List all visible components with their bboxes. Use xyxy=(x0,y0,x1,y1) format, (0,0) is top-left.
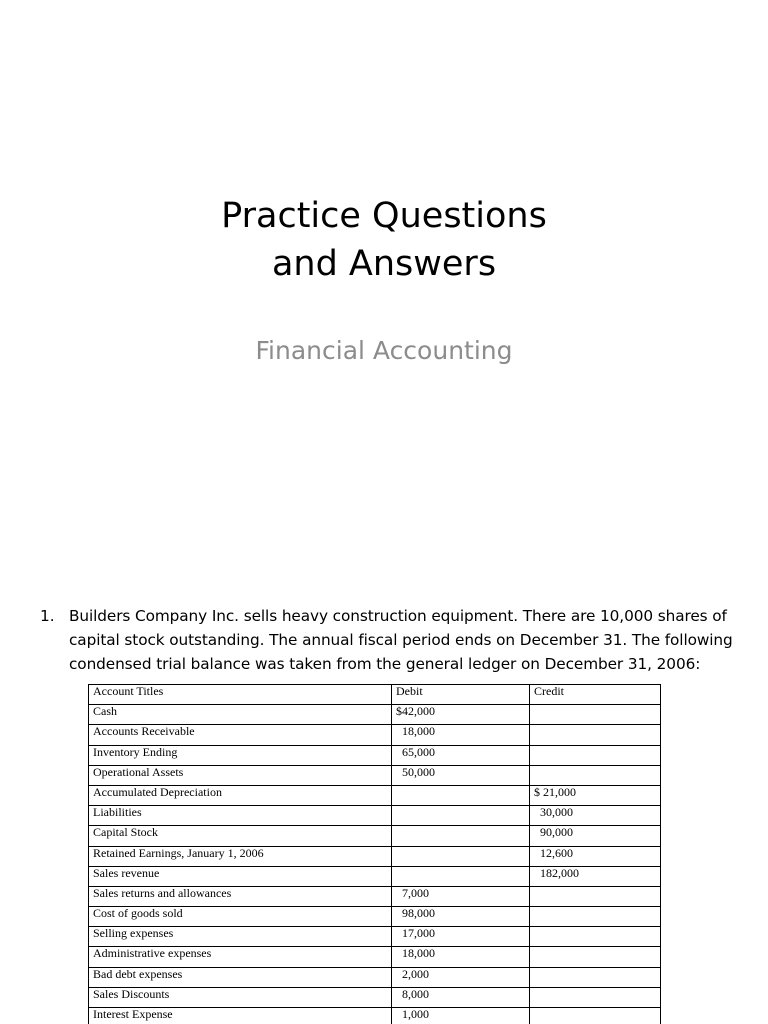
credit-cell xyxy=(530,745,661,765)
account-cell: Selling expenses xyxy=(89,927,392,947)
debit-cell: 65,000 xyxy=(392,745,530,765)
credit-cell xyxy=(530,765,661,785)
slide-title-line-1: Practice Questions xyxy=(221,196,547,236)
table-row xyxy=(89,927,661,947)
table-header-row xyxy=(89,685,661,705)
header-credit: Credit xyxy=(530,685,661,705)
debit-cell: 8,000 xyxy=(392,987,530,1007)
question-1 xyxy=(40,604,756,676)
table-row xyxy=(89,745,661,765)
credit-cell xyxy=(530,947,661,967)
account-cell: Bad debt expenses xyxy=(89,967,392,987)
credit-cell xyxy=(530,705,661,725)
table-row xyxy=(89,785,661,805)
table-row xyxy=(89,725,661,745)
account-cell: Sales revenue xyxy=(89,866,392,886)
debit-cell: 50,000 xyxy=(392,765,530,785)
credit-cell xyxy=(530,725,661,745)
table-row xyxy=(89,826,661,846)
table-row xyxy=(89,765,661,785)
table-row xyxy=(89,987,661,1007)
account-cell: Administrative expenses xyxy=(89,947,392,967)
credit-cell xyxy=(530,967,661,987)
debit-cell: 7,000 xyxy=(392,886,530,906)
table-row xyxy=(89,967,661,987)
account-cell: Retained Earnings, January 1, 2006 xyxy=(89,846,392,866)
debit-cell: $42,000 xyxy=(392,705,530,725)
account-cell: Interest Expense xyxy=(89,1008,392,1024)
account-cell: Cost of goods sold xyxy=(89,907,392,927)
credit-cell xyxy=(530,927,661,947)
table-row xyxy=(89,886,661,906)
debit-cell: 98,000 xyxy=(392,907,530,927)
debit-cell xyxy=(392,866,530,886)
debit-cell: 17,000 xyxy=(392,927,530,947)
credit-cell: $ 21,000 xyxy=(530,785,661,805)
table-row xyxy=(89,705,661,725)
header-debit: Debit xyxy=(392,685,530,705)
credit-cell xyxy=(530,886,661,906)
question-number: 1. xyxy=(40,607,55,625)
account-cell: Liabilities xyxy=(89,806,392,826)
slide-title xyxy=(0,192,768,288)
table-row xyxy=(89,806,661,826)
account-cell: Cash xyxy=(89,705,392,725)
debit-cell: 18,000 xyxy=(392,725,530,745)
trial-balance-table xyxy=(88,684,661,1024)
credit-cell xyxy=(530,987,661,1007)
table-row xyxy=(89,846,661,866)
credit-cell: 12,600 xyxy=(530,846,661,866)
question-text: Builders Company Inc. sells heavy construction equipment. There are 10,000 shares of capital stock outstanding. The annual fiscal period ends on December 31. The following condensed trial balance was taken from the general ledger on December 31, 2006: xyxy=(69,607,733,673)
debit-cell xyxy=(392,826,530,846)
debit-cell: 1,000 xyxy=(392,1008,530,1024)
account-cell: Operational Assets xyxy=(89,765,392,785)
debit-cell: 2,000 xyxy=(392,967,530,987)
credit-cell: 30,000 xyxy=(530,806,661,826)
debit-cell xyxy=(392,846,530,866)
account-cell: Accounts Receivable xyxy=(89,725,392,745)
table-row xyxy=(89,1008,661,1024)
account-cell: Sales Discounts xyxy=(89,987,392,1007)
account-cell: Sales returns and allowances xyxy=(89,886,392,906)
credit-cell xyxy=(530,907,661,927)
credit-cell: 90,000 xyxy=(530,826,661,846)
header-account-titles: Account Titles xyxy=(89,685,392,705)
debit-cell xyxy=(392,785,530,805)
slide-subtitle: Financial Accounting xyxy=(255,336,513,365)
credit-cell: 182,000 xyxy=(530,866,661,886)
table-row xyxy=(89,866,661,886)
debit-cell: 18,000 xyxy=(392,947,530,967)
table-row xyxy=(89,947,661,967)
credit-cell xyxy=(530,1008,661,1024)
table-row xyxy=(89,907,661,927)
account-cell: Accumulated Depreciation xyxy=(89,785,392,805)
account-cell: Capital Stock xyxy=(89,826,392,846)
slide-title-line-2: and Answers xyxy=(271,244,497,284)
account-cell: Inventory Ending xyxy=(89,745,392,765)
trial-balance-body xyxy=(89,705,661,1024)
debit-cell xyxy=(392,806,530,826)
